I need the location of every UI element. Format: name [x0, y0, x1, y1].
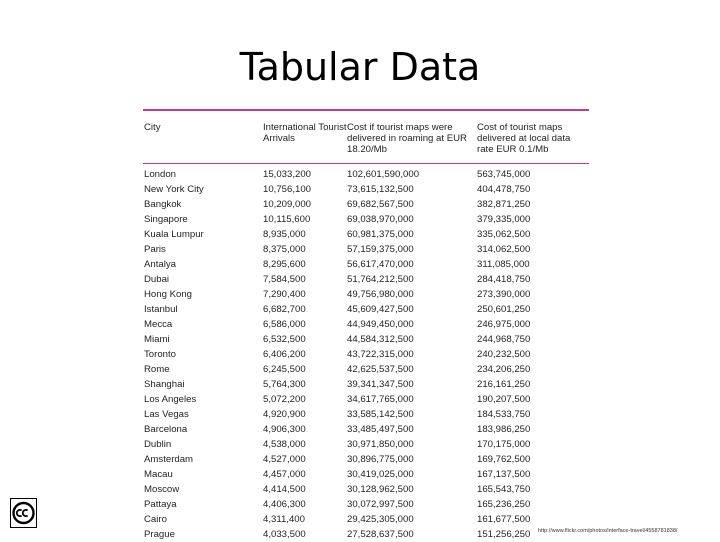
cell-city: Antalya: [144, 258, 176, 270]
cell-city: Istanbul: [144, 303, 178, 315]
cell-arrivals: 6,682,700: [263, 303, 306, 315]
cell-cost-local: 335,062,500: [477, 228, 531, 240]
cell-cost-local: 216,161,250: [477, 378, 531, 390]
table-row: [143, 212, 589, 227]
cell-city: Shanghai: [144, 378, 185, 390]
cell-arrivals: 8,935,000: [263, 228, 306, 240]
cell-cost-local: 240,232,500: [477, 348, 531, 360]
table-body: [143, 164, 589, 542]
cell-arrivals: 15,033,200: [263, 168, 312, 180]
cell-arrivals: 6,245,500: [263, 363, 306, 375]
cell-cost-local: 165,236,250: [477, 498, 531, 510]
cell-cost-local: 563,745,000: [477, 168, 531, 180]
cell-arrivals: 4,033,500: [263, 528, 306, 540]
cell-arrivals: 4,457,000: [263, 468, 306, 480]
cell-cost-roaming: 44,584,312,500: [347, 333, 414, 345]
cell-arrivals: 10,756,100: [263, 183, 312, 195]
cell-cost-local: 190,207,500: [477, 393, 531, 405]
table-row: [143, 497, 589, 512]
cell-city: Dubai: [144, 273, 170, 285]
cell-arrivals: 6,406,200: [263, 348, 306, 360]
cell-cost-roaming: 60,981,375,000: [347, 228, 414, 240]
cell-cost-local: 244,968,750: [477, 333, 531, 345]
cell-arrivals: 4,920,900: [263, 408, 306, 420]
cell-city: Bangkok: [144, 198, 182, 210]
table-header-row: [143, 111, 589, 163]
cell-arrivals: 5,764,300: [263, 378, 306, 390]
table-row: [143, 272, 589, 287]
header-international-tourist-arrivals: International Tourist Arrivals: [263, 121, 347, 144]
cell-arrivals: 4,311,400: [263, 513, 305, 525]
cell-city: New York City: [144, 183, 204, 195]
cell-cost-roaming: 30,971,850,000: [347, 438, 414, 450]
cell-arrivals: 7,584,500: [263, 273, 306, 285]
cell-cost-roaming: 34,617,765,000: [347, 393, 414, 405]
cell-arrivals: 7,290,400: [263, 288, 306, 300]
cell-cost-local: 379,335,000: [477, 213, 531, 225]
cell-arrivals: 5,072,200: [263, 393, 306, 405]
cell-city: Mecca: [144, 318, 173, 330]
cell-city: Dublin: [144, 438, 172, 450]
cell-cost-local: 382,871,250: [477, 198, 531, 210]
cell-arrivals: 10,115,600: [263, 213, 311, 225]
table-row: [143, 257, 589, 272]
creative-commons-icon: [10, 498, 37, 528]
table-row: [143, 392, 589, 407]
cell-cost-local: 165,543,750: [477, 483, 531, 495]
cell-arrivals: 4,906,300: [263, 423, 306, 435]
cell-city: Hong Kong: [144, 288, 193, 300]
cell-cost-roaming: 69,038,970,000: [347, 213, 414, 225]
cell-city: Pattaya: [144, 498, 177, 510]
cell-arrivals: 4,538,000: [263, 438, 306, 450]
cell-cost-local: 246,975,000: [477, 318, 531, 330]
cell-city: Barcelona: [144, 423, 188, 435]
cell-city: Las Vegas: [144, 408, 189, 420]
cell-cost-local: 250,601,250: [477, 303, 531, 315]
table-row: [143, 167, 589, 182]
cell-cost-roaming: 30,128,962,500: [347, 483, 414, 495]
cell-cost-local: 234,206,250: [477, 363, 531, 375]
cell-cost-local: 311,085,000: [477, 258, 530, 270]
cell-cost-local: 284,418,750: [477, 273, 531, 285]
cell-city: Los Angeles: [144, 393, 197, 405]
cell-city: Prague: [144, 528, 175, 540]
table-row: [143, 452, 589, 467]
cell-cost-local: 183,986,250: [477, 423, 531, 435]
table-row: [143, 527, 589, 542]
table-row: [143, 332, 589, 347]
cell-cost-roaming: 51,764,212,500: [347, 273, 414, 285]
table-row: [143, 437, 589, 452]
table-row: [143, 242, 589, 257]
cell-arrivals: 4,527,000: [263, 453, 306, 465]
cell-city: Singapore: [144, 213, 188, 225]
cell-cost-roaming: 49,756,980,000: [347, 288, 414, 300]
table-row: [143, 407, 589, 422]
cell-cost-local: 169,762,500: [477, 453, 531, 465]
cell-city: Cairo: [144, 513, 167, 525]
cell-city: Macau: [144, 468, 173, 480]
cell-cost-local: 161,677,500: [477, 513, 531, 525]
table-row: [143, 377, 589, 392]
cell-cost-roaming: 33,585,142,500: [347, 408, 414, 420]
cell-city: Miami: [144, 333, 170, 345]
cell-cost-local: 273,390,000: [477, 288, 531, 300]
table-row: [143, 227, 589, 242]
header-cost-roaming: Cost if tourist maps were delivered in roaming at EUR 18.20/Mb: [347, 121, 467, 155]
table-row: [143, 317, 589, 332]
cell-cost-local: 170,175,000: [477, 438, 531, 450]
cell-cost-roaming: 45,609,427,500: [347, 303, 414, 315]
cell-cost-local: 167,137,500: [477, 468, 531, 480]
table-row: [143, 347, 589, 362]
cell-arrivals: 10,209,000: [263, 198, 312, 210]
cell-cost-local: 314,062,500: [477, 243, 531, 255]
cell-city: Amsterdam: [144, 453, 194, 465]
cell-cost-roaming: 57,159,375,000: [347, 243, 414, 255]
table-row: [143, 512, 589, 527]
cell-cost-roaming: 29,425,305,000: [347, 513, 414, 525]
cell-cost-roaming: 44,949,450,000: [347, 318, 414, 330]
cell-cost-roaming: 30,896,775,000: [347, 453, 414, 465]
cell-city: Rome: [144, 363, 170, 375]
cell-cost-roaming: 43,722,315,000: [347, 348, 414, 360]
cell-cost-local: 404,478,750: [477, 183, 531, 195]
header-city: City: [144, 121, 161, 133]
cell-cost-roaming: 56,617,470,000: [347, 258, 414, 270]
table-row: [143, 482, 589, 497]
cell-cost-local: 184,533,750: [477, 408, 531, 420]
slide-title: Tabular Data: [239, 45, 481, 89]
cell-arrivals: 4,406,300: [263, 498, 306, 510]
credit-link[interactable]: http://www.flickr.com/photos/interface-travel/4558781838/: [538, 528, 678, 534]
table-row: [143, 422, 589, 437]
tourist-maps-cost-table: [143, 109, 589, 542]
cell-city: Paris: [144, 243, 166, 255]
cell-city: Toronto: [144, 348, 176, 360]
table-row: [143, 287, 589, 302]
cell-arrivals: 6,586,000: [263, 318, 306, 330]
cell-city: Kuala Lumpur: [144, 228, 204, 240]
cell-city: London: [144, 168, 177, 180]
table-row: [143, 302, 589, 317]
cell-cost-roaming: 69,682,567,500: [347, 198, 414, 210]
header-cost-local-rate: Cost of tourist maps delivered at local data rate EUR 0.1/Mb: [477, 121, 571, 155]
cell-cost-roaming: 102,601,590,000: [347, 168, 420, 180]
cell-cost-roaming: 33,485,497,500: [347, 423, 414, 435]
cell-arrivals: 8,295,600: [263, 258, 306, 270]
cell-arrivals: 4,414,500: [263, 483, 306, 495]
cell-cost-roaming: 30,072,997,500: [347, 498, 414, 510]
cell-city: Moscow: [144, 483, 180, 495]
cell-cost-roaming: 73,615,132,500: [347, 183, 414, 195]
cell-arrivals: 8,375,000: [263, 243, 306, 255]
cell-cost-local: 151,256,250: [477, 528, 531, 540]
table-row: [143, 182, 589, 197]
table-row: [143, 197, 589, 212]
cell-arrivals: 6,532,500: [263, 333, 306, 345]
table-row: [143, 467, 589, 482]
cell-cost-roaming: 42,625,537,500: [347, 363, 414, 375]
table-row: [143, 362, 589, 377]
cell-cost-roaming: 27,528,637,500: [347, 528, 414, 540]
cell-cost-roaming: 39,341,347,500: [347, 378, 414, 390]
cell-cost-roaming: 30,419,025,000: [347, 468, 414, 480]
